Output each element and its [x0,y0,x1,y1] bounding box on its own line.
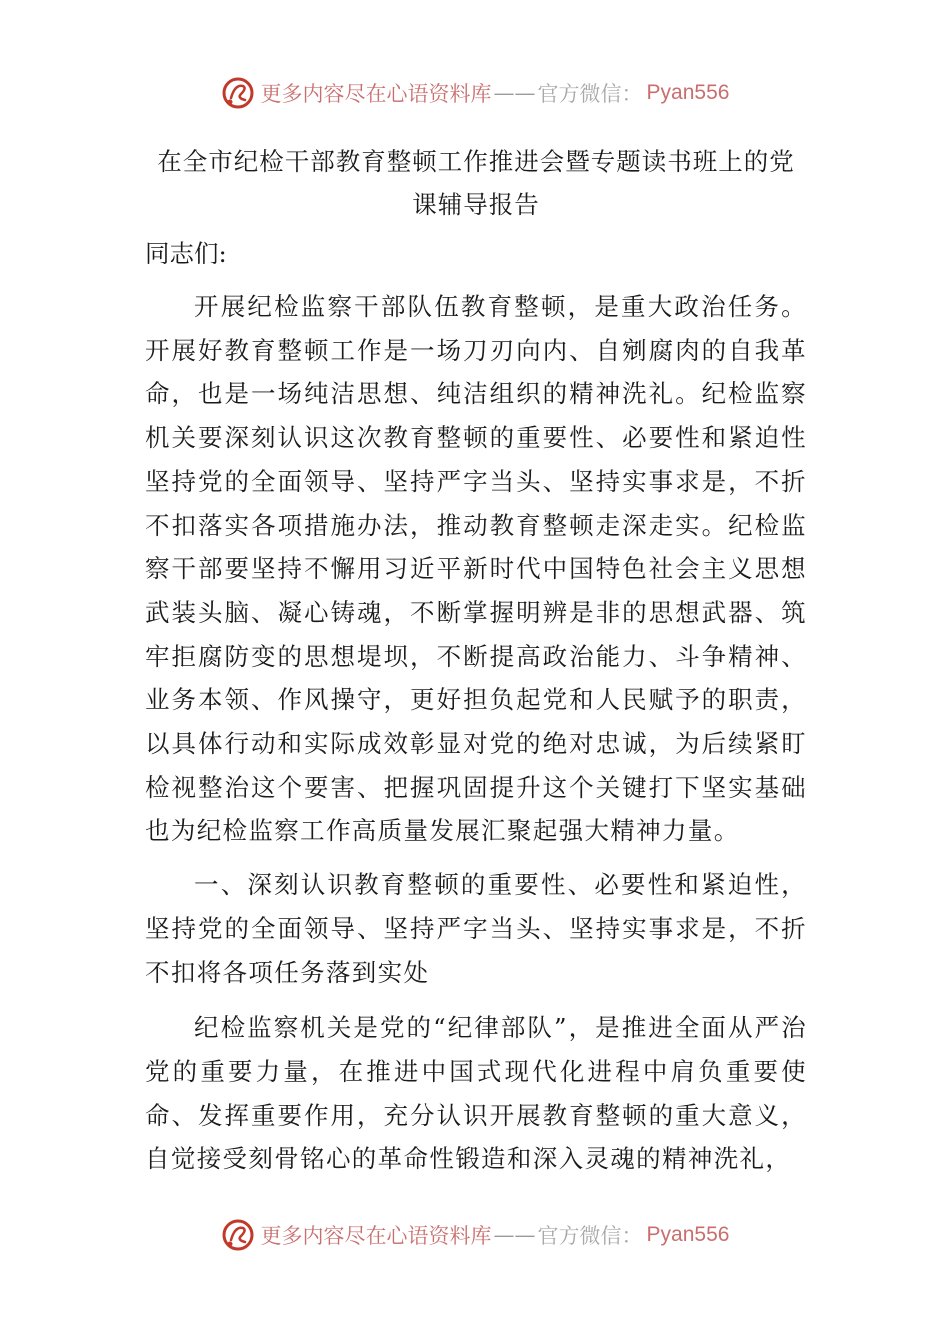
watermark-main-text: 更多内容尽在心语资料库 [260,82,492,106]
watermark-wechat-label: 官方微信： [537,82,643,106]
paragraph-intro: 开展纪检监察干部队伍教育整顿，是重大政治任务。开展好教育整顿工作是一场刀刃向内、自剜腐肉的自我革命，也是一场纯洁思想、纯洁组织的精神洗礼。纪检监察机关要深刻认识这次教育整顿的重要性、必要性和紧迫性坚持党的全面领导、坚持严字当头、坚持实事求是，不折不扣落实各项措施办法，推动教育整顿走深走实。纪检监察干部要坚持不懈用习近平新时代中国特色社会主义思想武装头脑、凝心铸魂，不断掌握明辨是非的思想武器、筑牢拒腐防变的思想堤坝，不断提高政治能力、斗争精神、业务本领、作风操守，更好担负起党和人民赋予的职责，以具体行动和实际成效彰显对党的绝对忠诚，为后续紧盯检视整治这个要害、把握巩固提升这个关键打下坚实基础也为纪检监察工作高质量发展汇聚起强大精神力量。 [145,292,807,846]
paragraph-section-1: 纪检监察机关是党的“纪律部队”，是推进全面从严治党的重要力量，在推进中国式现代化进程中肩负重要使命、发挥重要作用，充分认识开展教育整顿的重大意义，自觉接受刻骨铭心的革命性锻造和深入灵魂的精神洗礼， [145,1013,807,1174]
watermark-wechat-id: Pyan556 [646,1223,730,1246]
watermark-dash: —— [493,1223,536,1247]
document-title: 在全市纪检干部教育整顿工作推进会暨专题读书班上的党课辅导报告 [157,147,795,219]
section-heading-1: 一、深刻认识教育整顿的重要性、必要性和紧迫性，坚持党的全面领导、坚持严字当头、坚持实事求是，不折不扣将各项任务落到实处 [145,870,807,987]
document-body [145,140,807,1181]
watermark-dash: —— [493,81,536,105]
watermark-header [0,73,950,113]
seal-logo-icon [221,1218,255,1252]
watermark-wechat-label: 官方微信： [537,1224,643,1248]
watermark-footer [0,1215,950,1255]
watermark-main-text: 更多内容尽在心语资料库 [260,1224,492,1248]
seal-logo-icon [221,76,255,110]
watermark-wechat-id: Pyan556 [646,81,730,104]
greeting: 同志们: [145,239,227,268]
